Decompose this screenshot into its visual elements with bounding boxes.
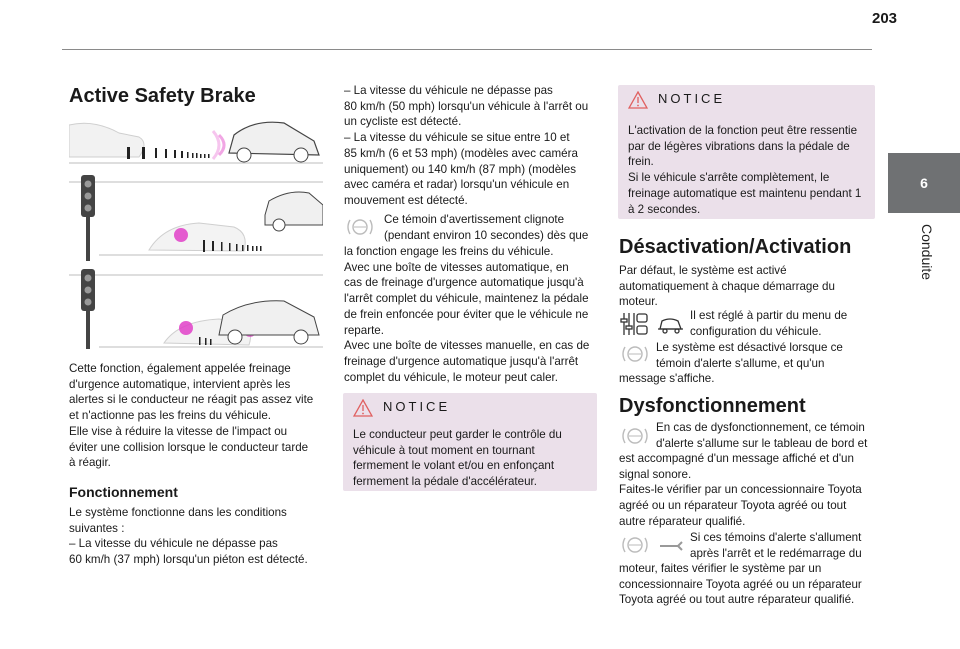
- braking-details: la fonction engage les freins du véhicule. Avec une boîte de vitesses automatique, en cas de freinage d'urgence automatique jusqu'à l'arrêt complet du véhicule, maintenez la pédale de frein enfoncée pour éviter que le véhicule ne reparte. Avec une boîte de vitesses manuelle, en cas de freinage d'urgence automatique jusqu'à l'arrêt complet du véhicule, le moteur peut caler.: [344, 245, 590, 384]
- page-title: Active Safety Brake: [69, 85, 256, 107]
- message-text: message s'affiche.: [619, 372, 715, 385]
- chapter-label: Conduite: [919, 224, 935, 281]
- malfunction-text: est accompagné d'un message affiché et d'un signal sonore. Faites-le vérifier par un concessionnaire Toyota agréé ou un réparateur Toyota agréé ou tout autre réparateur qualifié.: [619, 452, 862, 528]
- warning-triangle-icon: [353, 399, 373, 417]
- section-heading-deactivation: Désactivation/Activation: [619, 236, 852, 258]
- notice-box-vibrations: [618, 85, 875, 219]
- malfunction-lamp-text: En cas de dysfonctionnement, ce témoin d'alerte s'allume sur le tableau de bord et: [656, 421, 868, 450]
- page-number: 203: [872, 10, 898, 27]
- illustration-emergency-braking: [69, 115, 323, 350]
- conditions-continued: – La vitesse du véhicule ne dépasse pas 80 km/h (50 mph) lorsqu'un véhicule à l'arrêt ou un cycliste est détecté. – La vitesse du véhicule se situe entre 10 et 85 km/h (6 et 53 mph) (modèles avec caméra uniquement) ou 140 km/h (87 mph) (modèles avec caméra et radar) lorsqu'un véhicule en mouvement est détecté.: [344, 84, 589, 207]
- notice-title: NOTICE: [383, 399, 451, 414]
- warning-triangle-icon: [628, 91, 648, 109]
- warning-lamp-icon: [346, 216, 374, 238]
- warning-lamp-icon: [620, 343, 650, 365]
- chapter-tab[interactable]: 6: [888, 153, 960, 213]
- warning-lamps-icon: [620, 534, 686, 556]
- conditions-text: Le système fonctionne dans les conditions suivantes : – La vitesse du véhicule ne dépasse pas 60 km/h (37 mph) lorsqu'un piéton est détecté.: [69, 506, 308, 567]
- warning-lamp-text: Ce témoin d'avertissement clignote (pendant environ 10 secondes) dès que: [384, 213, 589, 242]
- intro-text: Cette fonction, également appelée freinage d'urgence automatique, intervient après les alertes si le conducteur ne réagit pas assez vite et n'actionne pas les freins du véhicule. Elle vise à réduire la vitesse de l'impact ou éviter une collision lorsque le conducteur tarde à réagir.: [69, 362, 314, 470]
- vehicle-settings-icon: [620, 311, 686, 337]
- warning-lamp-icon: [620, 425, 650, 447]
- section-heading-dysfonctionnement: Dysfonctionnement: [619, 395, 806, 417]
- deactivation-text: Par défaut, le système est activé automatiquement à chaque démarrage du moteur.: [619, 264, 835, 309]
- notice-text: Le conducteur peut garder le contrôle du véhicule à tout moment en tournant fermement le volant et/ou en enfonçant fermement la pédale d'accélérateur.: [353, 428, 562, 489]
- header-rule: [62, 49, 872, 50]
- restart-text: moteur, faites vérifier le système par un concessionnaire Toyota agréé ou un réparateur Toyota agréé ou tout autre réparateur qualifié.: [619, 562, 862, 607]
- restart-lamp-text: Si ces témoins d'alerte s'allument après l'arrêt et le redémarrage du: [690, 531, 862, 560]
- notice-text: L'activation de la fonction peut être ressentie par de légères vibrations dans la pédale de frein. Si le véhicule s'arrête complètement, le freinage automatique est maintenu pendant 1 à 2 secondes.: [628, 124, 862, 216]
- settings-menu-text: Il est réglé à partir du menu de configuration du véhicule.: [690, 309, 848, 338]
- section-heading-fonctionnement: Fonctionnement: [69, 484, 178, 500]
- notice-box-driver-control: [343, 393, 597, 491]
- notice-title: NOTICE: [658, 91, 726, 106]
- deactivated-lamp-text: Le système est désactivé lorsque ce témoin d'alerte s'allume, et qu'un: [656, 341, 843, 370]
